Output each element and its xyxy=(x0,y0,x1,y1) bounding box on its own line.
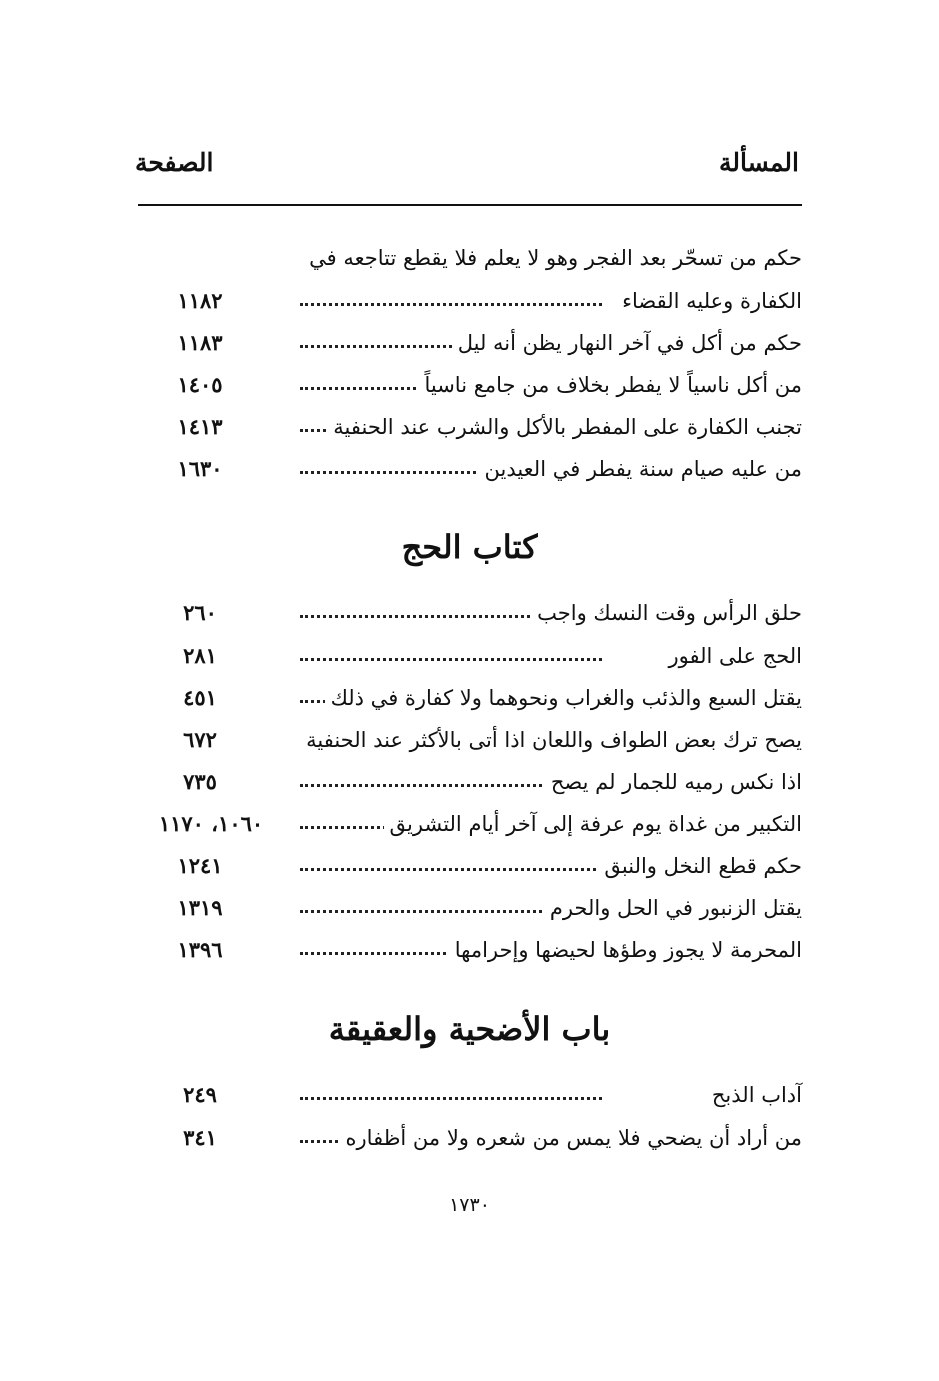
toc-entry-title: يقتل السبع والذئب والغراب ونحوهما ولا كفارة في ذلك xyxy=(325,680,802,716)
toc-entry-page: ١٣٩٦ xyxy=(177,937,223,962)
header-rule xyxy=(138,204,802,206)
toc-entry-title: من عليه صيام سنة يفطر في العيدين xyxy=(478,451,802,487)
toc-entry-page: ١١٨٢ xyxy=(177,288,223,313)
toc-entry xyxy=(150,595,802,631)
toc-entry-title: اذا نكس رميه للجمار لم يصح xyxy=(545,764,802,800)
toc-entry-title: يصح ترك بعض الطواف واللعان اذا أتى بالأكثر عند الحنفية xyxy=(300,722,802,758)
toc-entry-title: الحج على الفور xyxy=(662,638,802,674)
toc-entry-page: ١٣١٩ xyxy=(177,895,223,920)
toc-entry-page: ٤٥١ xyxy=(183,685,217,710)
toc-entry-title: من أكل ناسياً لا يفطر بخلاف من جامع ناسياً xyxy=(418,367,802,403)
toc-entry-page: ١٠٦٠، ١١٧٠ xyxy=(158,811,264,836)
toc-entry-page: ١٤٠٥ xyxy=(177,372,223,397)
toc-entry xyxy=(150,680,802,716)
toc-entry-page: ١٢٤١ xyxy=(177,853,223,878)
section-heading: كتاب الحج xyxy=(401,528,538,566)
toc-entry-page: ١٤١٣ xyxy=(177,414,223,439)
leader-dots xyxy=(300,868,602,871)
page-number: ١٧٣٠ xyxy=(449,1194,490,1216)
toc-entry-title: آداب الذبح xyxy=(706,1077,802,1113)
toc-entry xyxy=(150,325,802,361)
toc-entry xyxy=(150,638,802,674)
toc-entry xyxy=(150,283,802,319)
toc-entry-title: الكفارة وعليه القضاء xyxy=(616,283,802,319)
toc-entry xyxy=(150,240,802,276)
toc-entry-title: يقتل الزنبور في الحل والحرم xyxy=(544,890,802,926)
toc-entry xyxy=(150,932,802,968)
toc-entry-page: ٢٦٠ xyxy=(183,600,217,625)
section-heading: باب الأضحية والعقيقة xyxy=(328,1010,611,1048)
toc-entry-title: حلق الرأس وقت النسك واجب xyxy=(531,595,802,631)
leader-dots xyxy=(300,303,602,306)
leader-dots xyxy=(300,658,602,661)
toc-entry-title: التكبير من غداة يوم عرفة إلى آخر أيام التشريق xyxy=(384,806,802,842)
toc-entry xyxy=(150,890,802,926)
toc-entry xyxy=(150,409,802,445)
toc-entry-page: ٢٨١ xyxy=(183,643,217,668)
toc-entry-page: ٢٤٩ xyxy=(183,1082,217,1107)
toc-entry-page: ١٦٣٠ xyxy=(177,456,223,481)
toc-entry xyxy=(150,1120,802,1156)
toc-entry xyxy=(150,722,802,758)
toc-entry-page: ٦٧٢ xyxy=(183,727,217,752)
toc-entry-title: من أراد أن يضحي فلا يمس من شعره ولا من أظفاره xyxy=(340,1120,802,1156)
toc-entry xyxy=(150,848,802,884)
toc-entry xyxy=(150,451,802,487)
toc-entry-page: ٧٣٥ xyxy=(183,769,217,794)
toc-entry-title: حكم قطع النخل والنبق xyxy=(598,848,802,884)
leader-dots xyxy=(300,1097,602,1100)
toc-entry xyxy=(150,1077,802,1113)
toc-entry-title: المحرمة لا يجوز وطؤها لحيضها وإحرامها xyxy=(449,932,802,968)
toc-entry-page: ٣٤١ xyxy=(183,1125,217,1150)
toc-entry-title: حكم من تسحّر بعد الفجر وهو لا يعلم فلا يقطع تتاجعه في xyxy=(309,240,802,276)
toc-entry xyxy=(150,806,802,842)
header-page-label: الصفحة xyxy=(135,148,214,177)
toc-entry-page: ١١٨٣ xyxy=(177,330,223,355)
toc-entry xyxy=(150,764,802,800)
toc-entry-title: حكم من أكل في آخر النهار يظن أنه ليل xyxy=(452,325,802,361)
toc-entry-title: تجنب الكفارة على المفطر بالأكل والشرب عند الحنفية xyxy=(327,409,802,445)
toc-entry xyxy=(150,367,802,403)
header-issue-label: المسألة xyxy=(719,148,799,177)
